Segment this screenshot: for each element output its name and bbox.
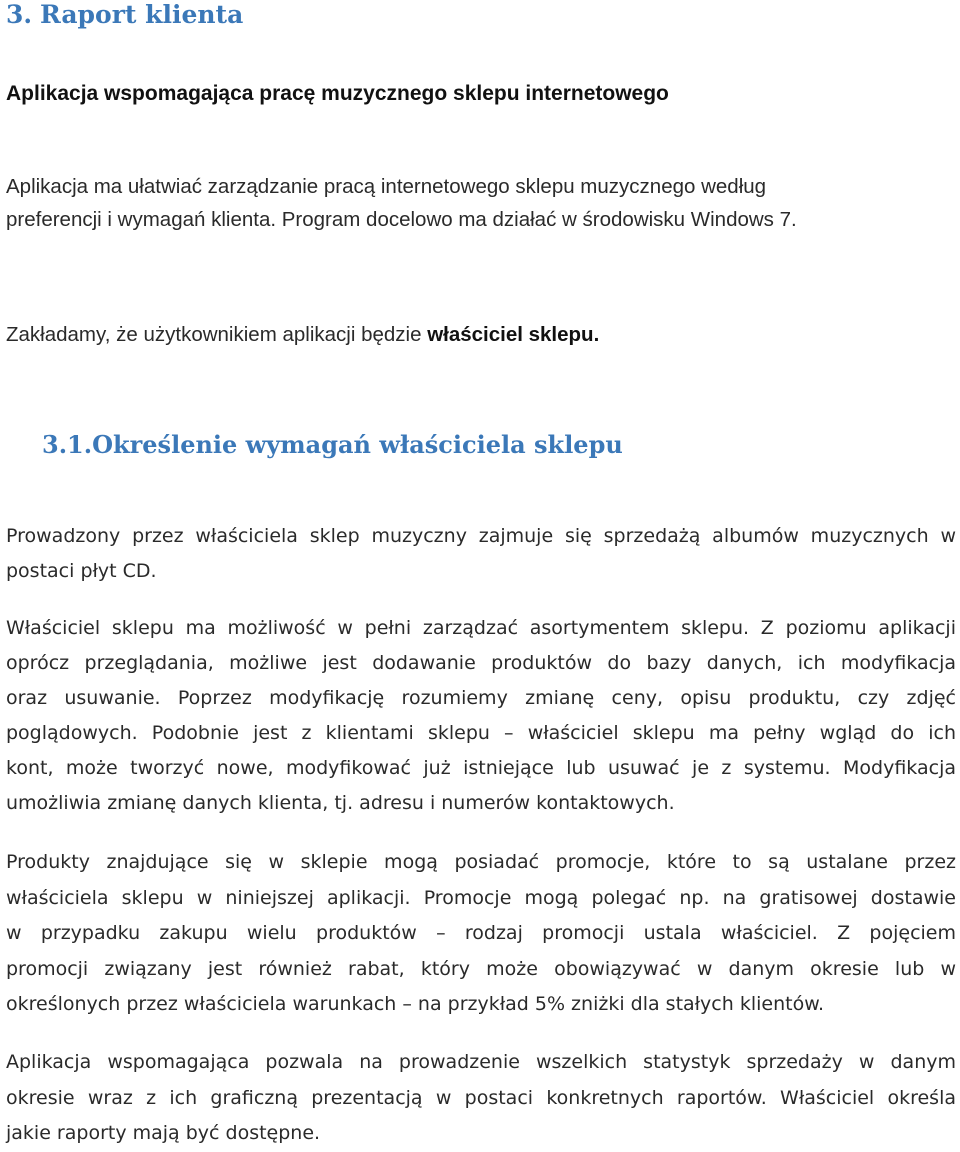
- paragraph-line: określonych przez właściciela warunkach – na przykład 5% zniżki dla stałych klientów.: [6, 993, 825, 1015]
- paragraph-line: umożliwia zmianę danych klienta, tj. adresu i numerów kontaktowych.: [6, 792, 675, 814]
- section-heading: [42, 429, 623, 461]
- chapter-title: Raport klienta: [40, 0, 244, 29]
- paragraph-line: okresie wraz z ich graficzną prezentacją w postaci konkretnych raportów. Właściciel określa: [6, 1086, 956, 1109]
- user-statement: [6, 318, 956, 351]
- chapter-heading: [6, 0, 243, 30]
- paragraph-line: oraz usuwanie. Poprzez modyfikację rozumiemy zmianę ceny, opisu produktu, czy zdjęć: [6, 687, 956, 709]
- paragraph-assortment: [6, 611, 956, 821]
- paragraph-promotions: [6, 845, 956, 1023]
- intro-paragraph: [6, 170, 956, 236]
- user-statement-line: [6, 318, 956, 351]
- paragraph-shop-description: [6, 519, 956, 589]
- paragraph-line: poglądowych. Podobnie jest z klientami sklepu – właściciel sklepu ma pełny wgląd do ich: [6, 722, 956, 744]
- paragraph-line: jakie raporty mają być dostępne.: [6, 1122, 321, 1144]
- intro-line: Aplikacja ma ułatwiać zarządzanie pracą internetowego sklepu muzycznego według: [6, 175, 767, 198]
- section-number: 3.1.: [42, 430, 93, 459]
- user-role-emphasis: właściciel sklepu: [427, 323, 594, 346]
- user-statement-prefix: Zakładamy, że użytkownikiem aplikacji będzie: [6, 323, 428, 346]
- user-statement-suffix: .: [593, 323, 600, 346]
- paragraph-line: Właściciel sklepu ma możliwość w pełni zarządzać asortymentem sklepu. Z poziomu aplikacji: [6, 617, 956, 639]
- paragraph-line: właściciela sklepu w niniejszej aplikacji. Promocje mogą polegać np. na gratisowej dostawie: [6, 886, 956, 909]
- paragraph-line: kont, może tworzyć nowe, modyfikować już istniejące lub usuwać je z systemu. Modyfikacja: [6, 757, 956, 779]
- intro-line: preferencji i wymagań klienta. Program docelowo ma działać w środowisku Windows 7.: [6, 208, 797, 231]
- paragraph-statistics: [6, 1045, 956, 1152]
- paragraph-line: Produkty znajdujące się w sklepie mogą posiadać promocje, które to są ustalane przez: [6, 851, 956, 873]
- chapter-number: 3.: [6, 0, 33, 29]
- paragraph-line: promocji związany jest również rabat, który może obowiązywać w danym okresie lub w: [6, 957, 956, 980]
- paragraph-line: Prowadzony przez właściciela sklep muzyczny zajmuje się sprzedażą albumów muzycznych w: [6, 525, 956, 547]
- paragraph-line: postaci płyt CD.: [6, 560, 157, 582]
- paragraph-line: w przypadku zakupu wielu produktów – rodzaj promocji ustala właściciel. Z pojęciem: [6, 922, 956, 944]
- paragraph-line: oprócz przeglądania, możliwe jest dodawanie produktów do bazy danych, ich modyfikacja: [6, 652, 956, 674]
- section-title: Określenie wymagań właściciela sklepu: [92, 430, 623, 459]
- document-subtitle: Aplikacja wspomagająca pracę muzycznego sklepu internetowego: [6, 82, 669, 105]
- paragraph-line: Aplikacja wspomagająca pozwala na prowadzenie wszelkich statystyk sprzedaży w danym: [6, 1051, 956, 1073]
